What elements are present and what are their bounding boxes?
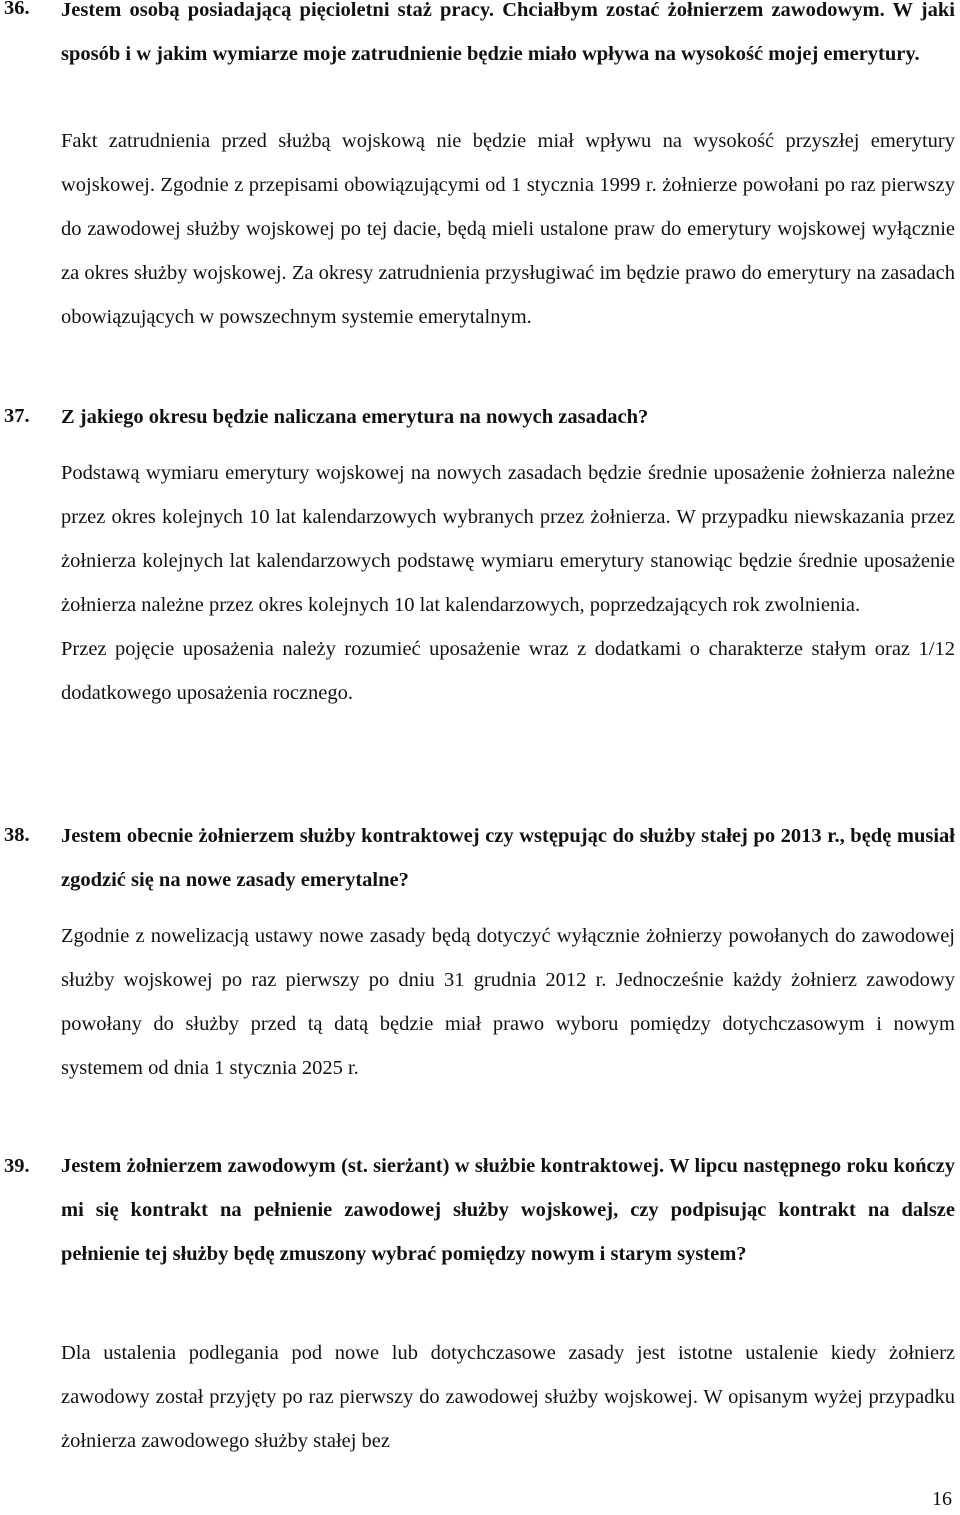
- section-number: 36.: [4, 0, 30, 19]
- section-number: 37.: [4, 405, 30, 427]
- answer-paragraph: Zgodnie z nowelizacją ustawy nowe zasady będą dotyczyć wyłącznie żołnierzy powołanych do zawodowej służby wojskowej po raz pierwszy po dniu 31 grudnia 2012 r. Jednocześnie każdy żołnierz zawodowy powołany do służby przed tą datą będzie miał prawo wyboru pomiędzy dotychczasowym i nowym systemem od dnia 1 stycznia 2025 r.: [61, 925, 955, 1079]
- answer-text: [61, 119, 955, 339]
- answer-paragraph: Podstawą wymiaru emerytury wojskowej na nowych zasadach będzie średnie uposażenie żołnierza należne przez okres kolejnych 10 lat kalendarzowych wybranych przez żołnierza. W przypadku niewskazania przez żołnierza kolejnych lat kalendarzowych podstawę wymiaru emerytury stanowiąc będzie średnie uposażenie żołnierza należne przez okres kolejnych 10 lat kalendarzowych, poprzedzających rok zwolnienia.: [61, 462, 955, 616]
- question-text: Jestem żołnierzem zawodowym (st. sierżant) w służbie kontraktowej. W lipcu następnego roku kończy mi się kontrakt na pełnienie zawodowej służby wojskowej, czy podpisując kontrakt na dalsze pełnienie tej służby będę zmuszony wybrać pomiędzy nowym i starym system?: [61, 1155, 955, 1265]
- answer-text: [61, 914, 955, 1090]
- section-number: 38.: [4, 824, 30, 846]
- answer-text: [61, 451, 955, 715]
- answer-paragraph: Przez pojęcie uposażenia należy rozumieć uposażenie wraz z dodatkami o charakterze stałym oraz 1/12 dodatkowego uposażenia rocznego.: [61, 638, 955, 704]
- answer-paragraph: Dla ustalenia podlegania pod nowe lub dotychczasowe zasady jest istotne ustalenie kiedy żołnierz zawodowy został przyjęty po raz pierwszy do zawodowej służby wojskowej. W opisanym wyżej przypadku żołnierza zawodowego służby stałej bez: [61, 1342, 955, 1452]
- answer-paragraph: Fakt zatrudnienia przed służbą wojskową nie będzie miał wpływu na wysokość przyszłej emerytury wojskowej. Zgodnie z przepisami obowiązującymi od 1 stycznia 1999 r. żołnierze powołani po raz pierwszy do zawodowej służby wojskowej po tej dacie, będą mieli ustalone praw do emerytury wojskowej wyłącznie za okres służby wojskowej. Za okresy zatrudnienia przysługiwać im będzie prawo do emerytury na zasadach obowiązujących w powszechnym systemie emerytalnym.: [61, 130, 955, 328]
- question-text: Z jakiego okresu będzie naliczana emerytura na nowych zasadach?: [61, 406, 649, 428]
- answer-text: [61, 1331, 955, 1463]
- question-text: Jestem osobą posiadającą pięcioletni staż pracy. Chciałbym zostać żołnierzem zawodowym. W jaki sposób i w jakim wymiarze moje zatrudnienie będzie miało wpływa na wysokość mojej emerytury.: [61, 0, 955, 65]
- page-number: 16: [932, 1488, 952, 1510]
- question-text: Jestem obecnie żołnierzem służby kontraktowej czy wstępując do służby stałej po 2013 r., będę musiał zgodzić się na nowe zasady emerytalne?: [61, 825, 955, 891]
- section-number: 39.: [4, 1155, 30, 1177]
